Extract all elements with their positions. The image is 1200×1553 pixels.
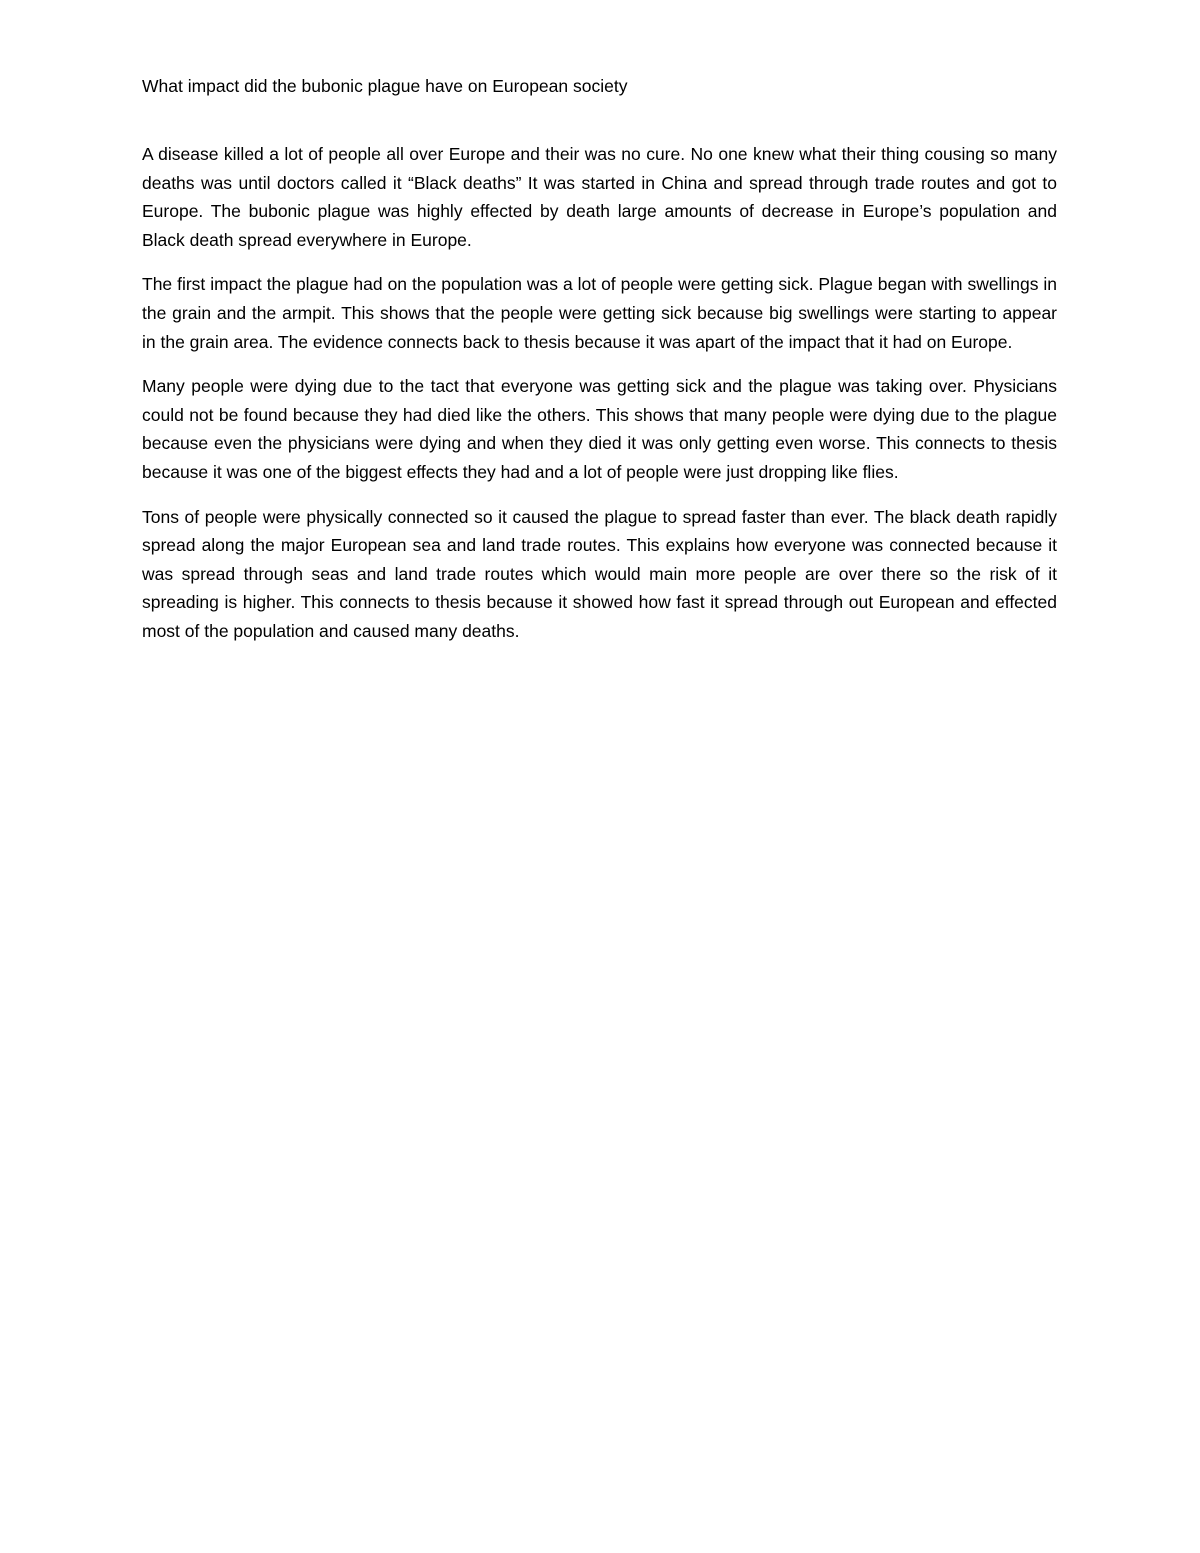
paragraph-dying: Many people were dying due to the tact that everyone was getting sick and the plague was taking over. Physicians could not be found because they had died like the others. This shows that many people were dying due to the plague because even the physicians were dying and when they died it was only getting even worse. This connects to thesis because it was one of the biggest effects they had and a lot of people were just dropping like flies. [142, 376, 1057, 482]
paragraph-introduction: A disease killed a lot of people all over Europe and their was no cure. No one knew what their thing cousing so many deaths was until doctors called it “Black deaths” It was started in China and spread through trade routes and got to Europe. The bubonic plague was highly effected by death large amounts of decrease in Europe’s population and Black death spread everywhere in Europe. [142, 144, 1057, 250]
paragraph-first-impact: The first impact the plague had on the population was a lot of people were getting sick. Plague began with swellings in the grain and the armpit. This shows that the people were getting sick because big swellings were starting to appear in the grain area. The evidence connects back to thesis because it was apart of the impact that it had on Europe. [142, 274, 1057, 352]
document-body [142, 72, 1057, 662]
document-title: What impact did the bubonic plague have on European society [142, 76, 628, 96]
paragraph-spread: Tons of people were physically connected so it caused the plague to spread faster than ever. The black death rapidly spread along the major European sea and land trade routes. This explains how everyone was connected because it was spread through seas and land trade routes which would main more people are over there so the risk of it spreading is higher. This connects to thesis because it showed how fast it spread through out European and effected most of the population and caused many deaths. [142, 506, 1057, 641]
